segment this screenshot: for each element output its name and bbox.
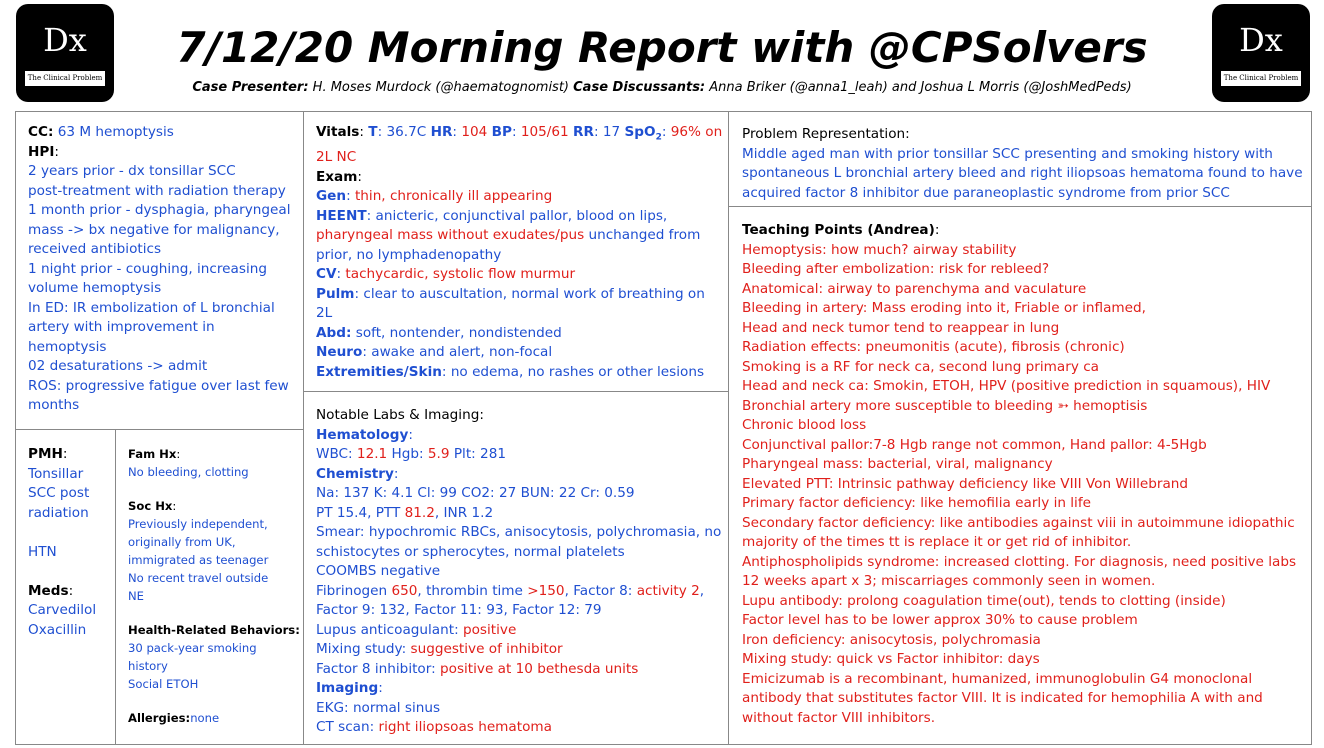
logo-tagline: The Clinical Problem Solvers [25, 71, 105, 86]
teaching-point: Bleeding in artery: Mass eroding into it, Friable or inflamed, [742, 300, 1146, 316]
inr-value: , INR 1.2 [434, 504, 494, 521]
teaching-point: Bleeding after embolization: risk for rebleed? [742, 261, 1050, 277]
inhibitor-value: positive at 10 bethesda units [440, 660, 639, 677]
temp-value: 36.7C [386, 124, 427, 140]
factor8-value: activity 2 [636, 582, 700, 599]
teaching-point: Emicizumab is a recombinant, humanized, immunoglobulin G4 monoclonal [742, 670, 1253, 687]
factor8-label: , Factor 8: [564, 582, 637, 599]
teaching-label: Teaching Points (Andrea) [742, 222, 935, 238]
soc-hx-line: originally from UK, [128, 535, 236, 549]
plt-value: Plt: 281 [449, 446, 507, 462]
fam-hx-value: No bleeding, clotting [128, 465, 249, 479]
chemistry-label: Chemistry [316, 465, 394, 482]
gen-label: Gen [316, 188, 347, 205]
abd-value: soft, nontender, nondistended [355, 324, 562, 341]
teaching-point: Lupu antibody: prolong coagulation time(out), tends to clotting (inside) [742, 592, 1226, 609]
teaching-point: Bronchial artery more susceptible to bleeding ➳ hemoptisis [742, 397, 1148, 414]
pulm-value: clear to auscultation, normal work of breathing on [363, 285, 705, 302]
hpi-line: volume hemoptysis [28, 280, 162, 296]
heent-value: prior, no lymphadenopathy [316, 246, 502, 263]
ct-value: right iliopsoas hematoma [378, 719, 552, 735]
teaching-point: Iron deficiency: anisocytosis, polychromasia [742, 631, 1041, 648]
heent-value: pharyngeal mass without exudates/pus [316, 227, 585, 244]
presenter-label: Case Presenter: [192, 80, 309, 95]
allergies-label: Allergies: [128, 711, 191, 725]
ext-label: Extremities/Skin [316, 363, 442, 380]
pmh-line: Tonsillar [28, 465, 84, 482]
thrombin-label: , thrombin time [417, 582, 528, 599]
problem-label: Problem Representation [742, 126, 906, 142]
teaching-point: Elevated PTT: Intrinsic pathway deficiency like VIII Von Willebrand [742, 475, 1189, 492]
hematology-label: Hematology [316, 426, 409, 443]
hgb-value: 5.9 [427, 446, 450, 462]
behaviors-line: Social ETOH [128, 677, 199, 691]
teaching-point: Anatomical: airway to parenchyma and vaculature [742, 280, 1087, 297]
cv-label: CV [316, 266, 337, 283]
med-item: Carvedilol [28, 602, 97, 618]
soc-hx-label: Soc Hx [128, 499, 173, 513]
hpi-box: CC: 63 M hemoptysis HPI: 2 years prior - dx tonsillar SCC post-treatment with radiation therapy 1 month prior - dysphagia, pharyngeal mass -> bx negative for malignancy, received antibiotics 1 night prior - coughing, increasing volume hemoptysis In ED: IR embolization of L bronchial artery with improvement in hemoptysis 02 desaturations -> admit ROS: progressive fatigue over last few months [15, 111, 304, 430]
hpi-label: HPI [28, 143, 55, 160]
teaching-point: without factor VIII inhibitors. [742, 709, 936, 726]
hpi-line: mass -> bx negative for malignancy, [28, 221, 280, 238]
inhibitor-label: Factor 8 inhibitor: [316, 660, 440, 677]
problem-line: Middle aged man with prior tonsillar SCC presenting and smoking history with [742, 145, 1273, 162]
hpi-line: ROS: progressive fatigue over last few [28, 377, 289, 394]
hr-value: 104 [461, 124, 488, 140]
chem-values: Na: 137 K: 4.1 Cl: 99 CO2: 27 BUN: 22 Cr: 0.59 [316, 485, 635, 501]
logo-dx-text: Dx [43, 21, 87, 59]
ekg-line: EKG: normal sinus [316, 699, 441, 716]
cc-value: 63 M hemoptysis [57, 124, 174, 140]
subtitle [0, 79, 1324, 97]
ext-value: no edema, no rashes or other lesions [450, 363, 705, 380]
cc-label: CC [28, 124, 48, 140]
teaching-point: majority of the times tt is replace it or get rid of inhibitor. [742, 534, 1132, 550]
teaching-point: 12 weeks apart x 3; miscarriages commonly seen in women. [742, 573, 1156, 589]
factors-line: Factor 9: 132, Factor 11: 93, Factor 12: 79 [316, 602, 602, 618]
rr-label: RR [573, 124, 594, 140]
mixing-value: suggestive of inhibitor [410, 641, 563, 657]
labs-title: Notable Labs & Imaging [316, 407, 480, 423]
pmh-label: PMH [28, 446, 63, 462]
meds-label: Meds [28, 582, 69, 599]
punctuation: , [699, 582, 705, 599]
behaviors-label: Health-Related Behaviors: [128, 623, 300, 637]
hpi-line: post-treatment with radiation therapy [28, 182, 286, 199]
soc-hx-line: Previously independent, [128, 517, 268, 531]
page-title: 7/12/20 Morning Report with @CPSolvers [176, 23, 1148, 72]
teaching-point: Antiphospholipids syndrome: increased clotting. For diagnosis, need positive labs [742, 553, 1297, 570]
pulm-label: Pulm [316, 285, 355, 302]
teaching-point: Factor level has to be lower approx 30% to cause problem [742, 612, 1138, 628]
discussants-label: Case Discussants: [573, 80, 706, 95]
bp-value: 105/61 [520, 124, 569, 140]
pmh-line: SCC post [28, 485, 90, 501]
behaviors-line: 30 pack-year smoking [128, 641, 257, 655]
teaching-point: Conjunctival pallor:7-8 Hgb range not common, Hand pallor: 4-5Hgb [742, 436, 1207, 453]
rr-value: 17 [602, 124, 621, 140]
behaviors-line: history [128, 659, 168, 673]
coag-label: PT 15.4, PTT [316, 504, 405, 521]
hpi-line: received antibiotics [28, 241, 162, 257]
hpi-line: artery with improvement in [28, 319, 215, 335]
teaching-list [742, 241, 1301, 729]
heent-value: anicteric, conjunctival pallor, blood on lips, [375, 207, 668, 224]
hpi-line: In ED: IR embolization of L bronchial [28, 299, 275, 316]
wbc-value: 12.1 [356, 446, 388, 462]
soc-hx-line: No recent travel outside [128, 571, 269, 585]
wbc-label: WBC: [316, 446, 357, 462]
teaching-point: Smoking is a RF for neck ca, second lung primary ca [742, 358, 1100, 375]
teaching-point: Head and neck tumor tend to reappear in lung [742, 319, 1060, 336]
soc-hx-line: NE [128, 589, 144, 603]
heent-label: HEENT [316, 207, 367, 224]
med-item: Oxacillin [28, 621, 87, 638]
teaching-point: Radiation effects: pneumonitis (acute), fibrosis (chronic) [742, 339, 1125, 355]
pmh-line: radiation [28, 504, 89, 521]
heent-value: unchanged from [584, 227, 701, 244]
lupus-label: Lupus anticoagulant: [316, 621, 463, 638]
teaching-point: Mixing study: quick vs Factor inhibitor: days [742, 651, 1040, 667]
hpi-line: hemoptysis [28, 338, 107, 355]
teaching-point: Chronic blood loss [742, 417, 867, 433]
ct-label: CT scan: [316, 719, 379, 735]
ptt-value: 81.2 [404, 504, 435, 521]
teaching-point: Head and neck ca: Smokin, ETOH, HPV (positive prediction in squamous), HIV [742, 378, 1271, 394]
spo2-label: SpO$_2$ [624, 124, 662, 143]
coombs-line: COOMBS negative [316, 563, 441, 579]
spo2-value: 96% on [670, 124, 723, 140]
hpi-list [28, 162, 293, 416]
gen-value: thin, chronically ill appearing [354, 188, 553, 205]
cv-value: tachycardic, systolic flow murmur [345, 266, 576, 283]
presenter: H. Moses Murdock (@haematognomist) [308, 80, 574, 95]
problem-line: spontaneous L bronchial artery bleed and right iliopsoas hematoma found to have [742, 165, 1303, 181]
vitals-label: Vitals [316, 124, 360, 140]
pulm-value: 2L [316, 305, 333, 322]
mixing-label: Mixing study: [316, 641, 411, 657]
logo-dx-text: Dx [1239, 21, 1283, 59]
pmh-line: HTN [28, 543, 57, 560]
allergies-value: none [190, 711, 220, 725]
hgb-label: Hgb: [387, 446, 428, 462]
labs-box: Notable Labs & Imaging: Hematology: WBC: 12.1 Hgb: 5.9 Plt: 281 Chemistry: Na: 137 K: 4.1 Cl: 99 CO2: 27 BUN: 22 Cr: 0.59 PT 15.4, PTT 81.2, INR 1.2 Smear: hypochromic RBCs, anisocytosis, polychromasia, no schistocytes or spherocytes, normal platelets COOMBS negative Fibrinogen 650, thrombin time >150, Factor 8: activity 2, Factor 9: 132, Factor 11: 93, Factor 12: 79 Lupus anticoagulant: positive Mixing study: suggestive of inhibitor Factor 8 inhibitor: positive at 10 bethesda units Imaging: EKG: normal sinus CT scan: right iliopsoas hematoma [303, 391, 729, 745]
exam-label: Exam [316, 168, 358, 185]
teaching-box: Teaching Points (Andrea): Hemoptysis: how much? airway stability Bleeding after embolization: risk for rebleed? Anatomical: airway to parenchyma and vaculature Bleeding in artery: Mass eroding into it, Friable or inflamed, Head and neck tumor tend to reappear in lung Radiation effects: pneumonitis (acute), fibrosis (chronic) Smoking is a RF for neck ca, second lung primary ca Head and neck ca: Smokin, ETOH, HPV (positive prediction in squamous), HIV Bronchial artery more susceptible to bleeding ➳ hemoptisis Chronic blood loss Conjunctival pallor:7-8 Hgb range not common, Hand pallor: 4-5Hgb Pharyngeal mass: bacterial, viral, malignancy Elevated PTT: Intrinsic pathway deficiency like VIII Von Willebrand Primary factor deficiency: like hemofilia early in life Secondary factor deficiency: like antibodies against viii in autoimmune idiopathic majority of the times tt is replace it or get rid of inhibitor. Antiphospholipids syndrome: increased clotting. For diagnosis, need positive labs 12 weeks apart x 3; miscarriages commonly seen in women. Lupu antibody: prolong coagulation time(out), tends to clotting (inside) Factor level has to be lower approx 30% to cause problem Iron deficiency: anisocytosis, polychromasia Mixing study: quick vs Factor inhibitor: days Emicizumab is a recombinant, humanized, immunoglobulin G4 monoclonal antibody that substitutes factor VIII. It is indicated for hemophilia A with and without factor VIII inhibitors. [728, 206, 1312, 745]
problem-line: acquired factor 8 inhibitor due paraneoplastic syndrome from prior SCC [742, 184, 1230, 201]
hpi-line: months [28, 397, 80, 413]
neuro-label: Neuro [316, 344, 363, 361]
exam-box: Vitals: T: 36.7C HR: 104 BP: 105/61 RR: 17 SpO$_2$: 96% on 2L NC Exam: Gen: thin, chronically ill appearing HEENT: anicteric, conjunctival pallor, blood on lips, pharyngeal mass without exudates/pus unchanged from prior, no lymphadenopathy CV: tachycardic, systolic flow murmur Pulm: clear to auscultation, normal work of breathing on 2L Abd: soft, nontender, nondistended Neuro: awake and alert, non-focal Extremities/Skin: no edema, no rashes or other lesions [303, 111, 729, 392]
abd-label: Abd: [316, 324, 352, 341]
bp-label: BP [491, 124, 512, 140]
teaching-point: antibody that substitutes factor VIII. It is indicated for hemophilia A with and [742, 690, 1263, 706]
teaching-point: Primary factor deficiency: like hemofilia early in life [742, 495, 1091, 511]
imaging-label: Imaging [316, 680, 379, 696]
history-box: Fam Hx: No bleeding, clotting Soc Hx: Previously independent, originally from UK, immigrated as teenager No recent travel outside NE Health-Related Behaviors: 30 pack-year smoking history Social ETOH Allergies:none [115, 429, 305, 745]
logo-tagline: The Clinical Problem Solvers [1221, 71, 1301, 86]
spo2-value-cont: 2L NC [316, 149, 357, 166]
hpi-line: 02 desaturations -> admit [28, 358, 208, 374]
teaching-point: Hemoptysis: how much? airway stability [742, 241, 1017, 258]
fam-hx-label: Fam Hx [128, 447, 177, 461]
hpi-line: 1 night prior - coughing, increasing [28, 260, 267, 277]
fibrinogen-value: 650 [391, 582, 418, 599]
soc-hx-line: immigrated as teenager [128, 553, 269, 567]
fibrinogen-label: Fibrinogen [316, 582, 392, 599]
teaching-point: Secondary factor deficiency: like antibodies against viii in autoimmune idiopathic [742, 514, 1295, 531]
hpi-line: 2 years prior - dx tonsillar SCC [28, 163, 236, 179]
discussants: Anna Briker (@anna1_leah) and Joshua L Morris (@JoshMedPeds) [705, 80, 1132, 95]
teaching-point: Pharyngeal mass: bacterial, viral, malignancy [742, 456, 1053, 472]
neuro-value: awake and alert, non-focal [371, 344, 553, 361]
smear-line: schistocytes or spherocytes, normal platelets [316, 543, 625, 560]
problem-box: Problem Representation: Middle aged man with prior tonsillar SCC presenting and smoking history with spontaneous L bronchial artery bleed and right iliopsoas hematoma found to have acquired factor 8 inhibitor due paraneoplastic syndrome from prior SCC [728, 111, 1312, 207]
lupus-value: positive [462, 621, 517, 638]
temp-label: T [368, 124, 378, 140]
hpi-line: 1 month prior - dysphagia, pharyngeal [28, 202, 291, 218]
thrombin-value: >150 [527, 582, 565, 599]
smear-line: Smear: hypochromic RBCs, anisocytosis, polychromasia, no [316, 524, 722, 540]
hr-label: HR [430, 124, 453, 140]
pmh-box: PMH: Tonsillar SCC post radiation HTN Meds: Carvedilol Oxacillin [15, 429, 116, 745]
